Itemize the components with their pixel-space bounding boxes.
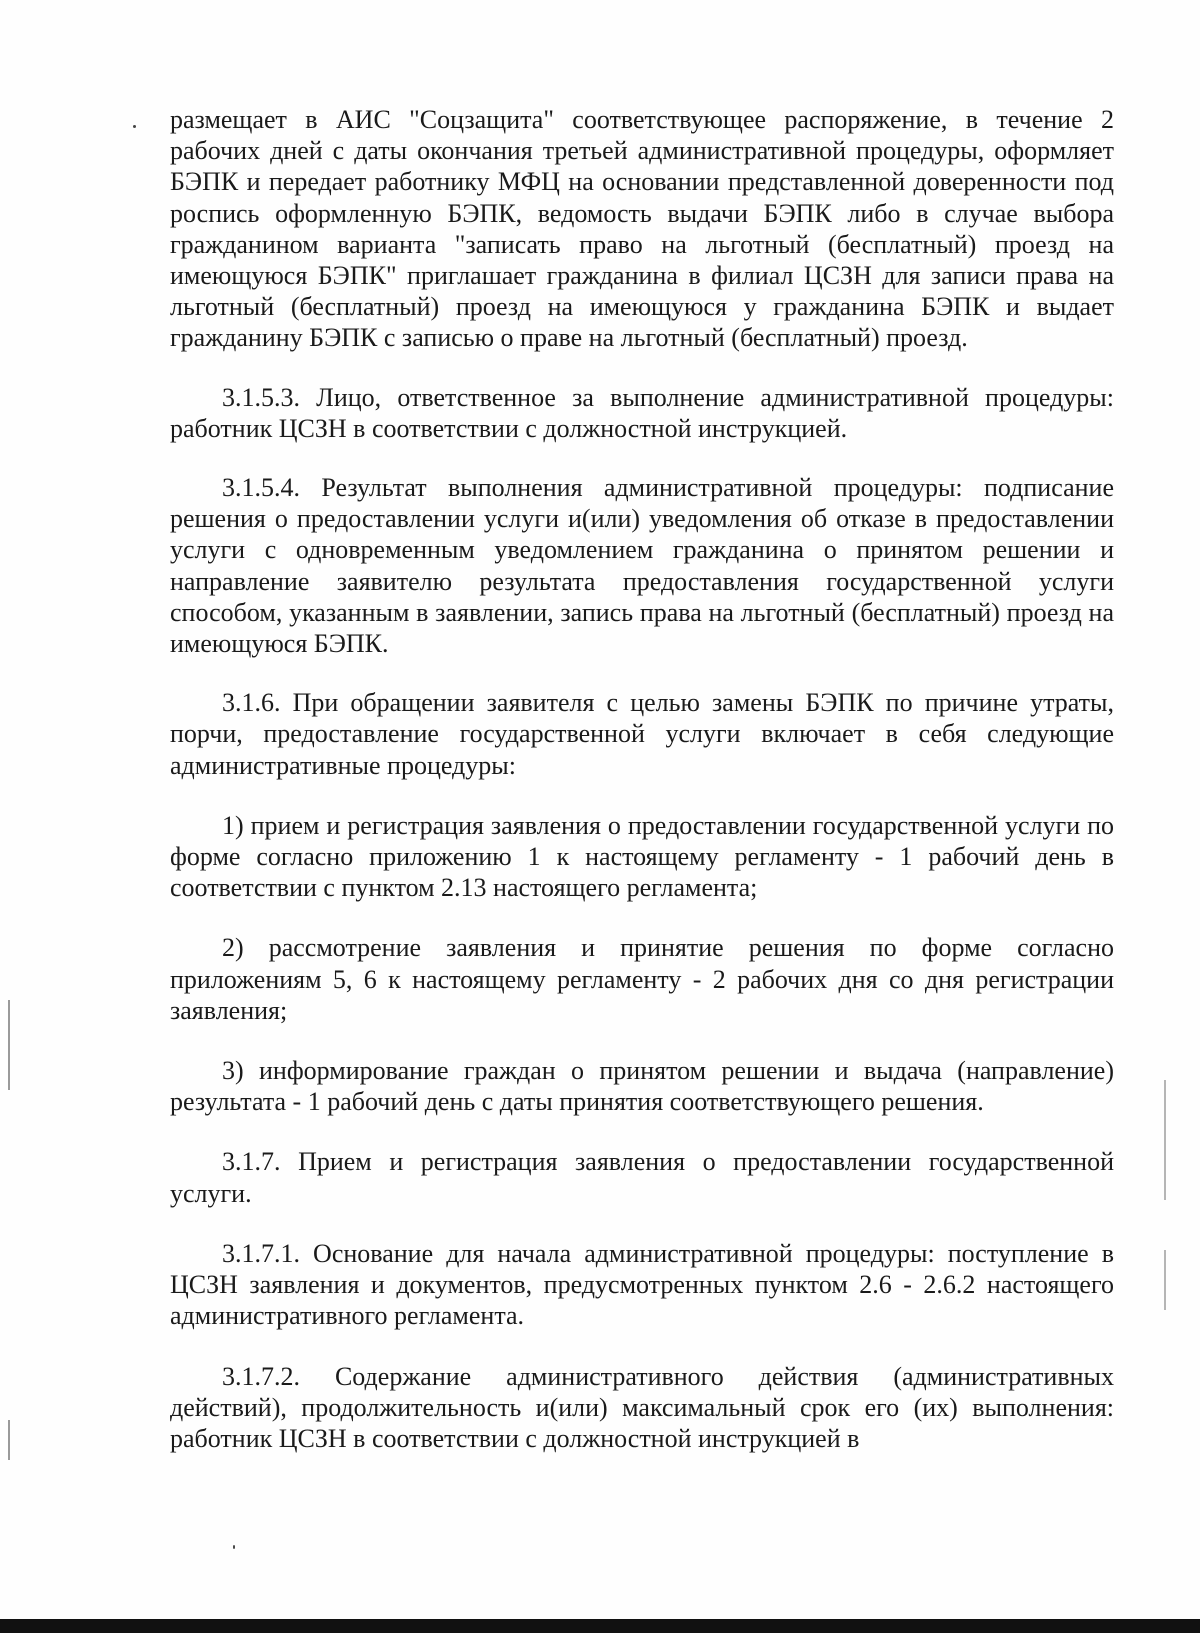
list-item-2: 2) рассмотрение заявления и принятие решения по форме согласно приложениям 5, 6 к настоящему регламенту - 2 рабочих дня со дня регистрации заявления;: [170, 933, 1114, 1025]
paragraph-3-1-7: 3.1.7. Прием и регистрация заявления о предоставлении государственной услуги.: [170, 1147, 1114, 1208]
list-item-3: 3) информирование граждан о принятом решении и выдача (направление) результата - 1 рабочий день с даты принятия соответствующего решения.: [170, 1056, 1114, 1117]
paragraph-3-1-5-3: 3.1.5.3. Лицо, ответственное за выполнение административной процедуры: работник ЦСЗН в соответствии с должностной инструкцией.: [170, 382, 1114, 443]
scan-speck: [133, 125, 136, 128]
scan-edge-mark: [8, 1420, 10, 1460]
document-body: [170, 104, 1114, 1454]
scan-speck: [233, 1545, 235, 1549]
paragraph-3-1-6: 3.1.6. При обращении заявителя с целью замены БЭПК по причине утраты, порчи, предоставление государственной услуги включает в себя следующие административные процедуры:: [170, 688, 1114, 780]
list-item-1: 1) прием и регистрация заявления о предоставлении государственной услуги по форме согласно приложению 1 к настоящему регламенту - 1 рабочий день в соответствии с пунктом 2.13 настоящего регламента;: [170, 810, 1114, 903]
paragraph-3-1-5-4: 3.1.5.4. Результат выполнения административной процедуры: подписание решения о предоставлении услуги и(или) уведомления об отказе в предоставлении услуги с одновременным уведомлением гражданина о принятом решении и направление заявителю результата предоставления государственной услуги способом, указанным в заявлении, запись права на льготный (бесплатный) проезд на имеющуюся БЭПК.: [170, 473, 1114, 659]
scan-edge-mark: [1164, 1080, 1166, 1200]
paragraph-3-1-7-1: 3.1.7.1. Основание для начала административной процедуры: поступление в ЦСЗН заявления и документов, предусмотренных пунктом 2.6 - 2.6.2 настоящего административного регламента.: [170, 1238, 1114, 1331]
scan-edge-mark: [1164, 1250, 1166, 1310]
paragraph-continuation: размещает в АИС "Соцзащита" соответствующее распоряжение, в течение 2 рабочих дней с даты окончания третьей административной процедуры, оформляет БЭПК и передает работнику МФЦ на основании представленной доверенности под роспись оформленную БЭПК, ведомость выдачи БЭПК либо в случае выбора гражданином варианта "записать право на льготный (бесплатный) проезд на имеющуюся БЭПК" приглашает гражданина в филиал ЦСЗН для записи права на льготный (бесплатный) проезд на имеющуюся у гражданина БЭПК и выдает гражданину БЭПК с записью о праве на льготный (бесплатный) проезд.: [170, 105, 1114, 353]
scan-edge-mark: [8, 1000, 10, 1090]
scan-bottom-border: [0, 1619, 1200, 1633]
paragraph-3-1-7-2: 3.1.7.2. Содержание административного действия (административных действий), продолжительность и(или) максимальный срок его (их) выполнения: работник ЦСЗН в соответствии с должностной инструкцией в: [170, 1361, 1114, 1453]
